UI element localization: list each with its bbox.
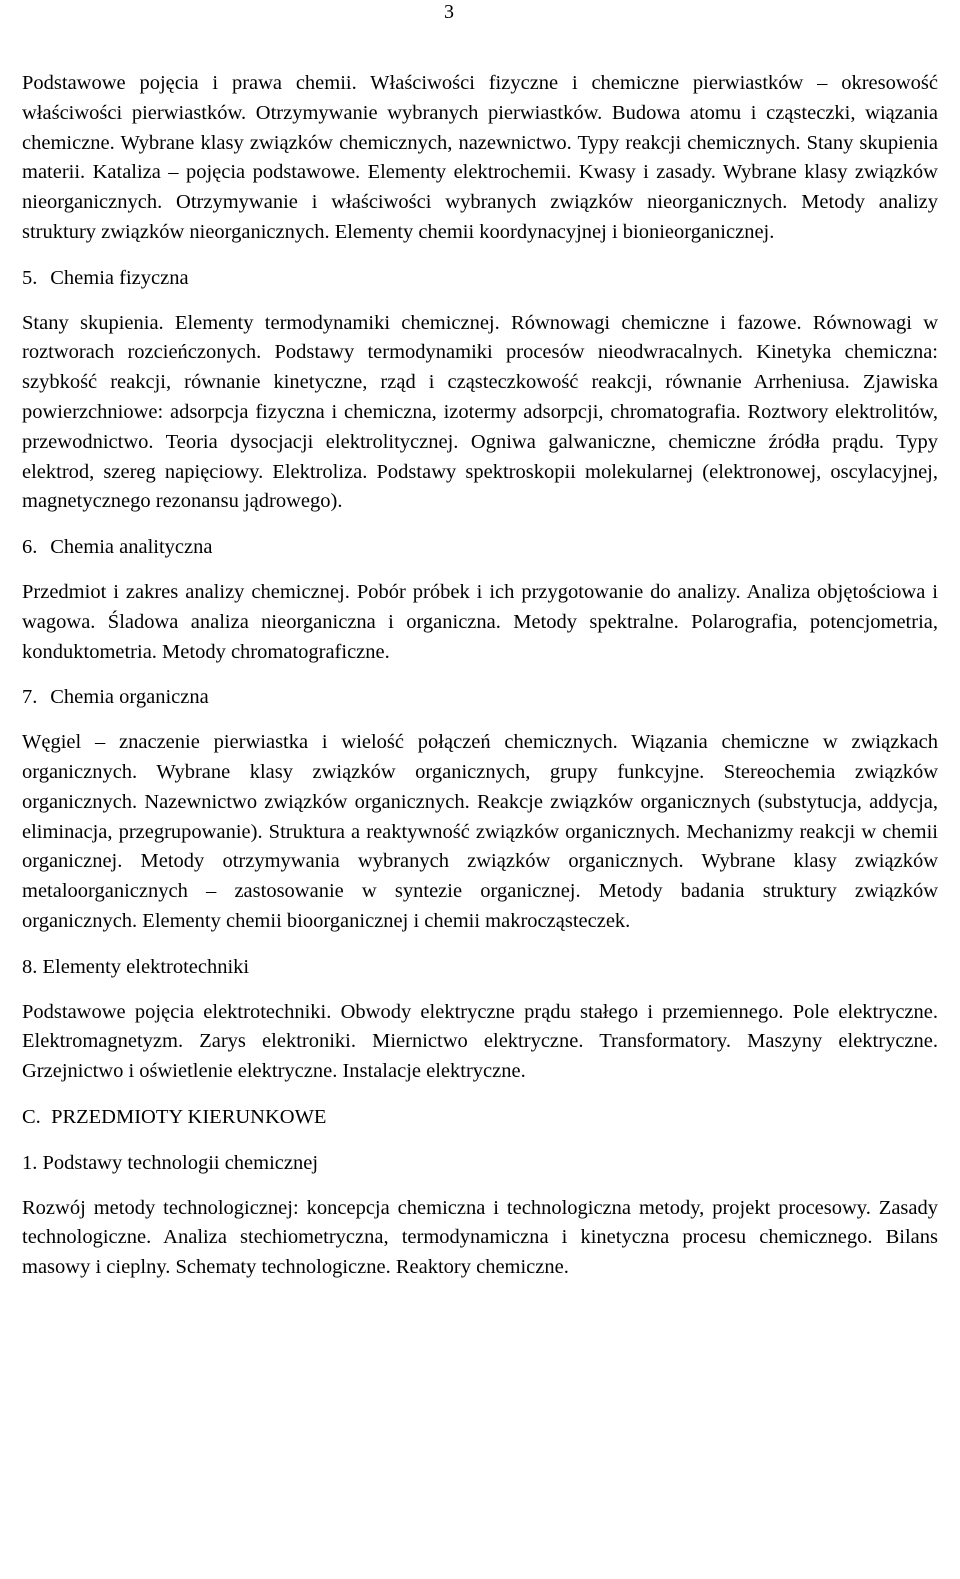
section-title: Chemia fizyczna [50,266,189,289]
section-number: 6. [22,536,38,559]
section-paragraph-elementy-elektrotechniki: Podstawowe pojęcia elektrotechniki. Obwody elektryczne prądu stałego i przemiennego. Pole elektryczne. Elektromagnetyzm. Zarys elektroniki. Miernictwo elektryczne. Transformatory. Maszyny elektryczne. Grzejnictwo i oświetlenie elektryczne. Instalacje elektryczne. [22,1000,938,1083]
section-heading-chemia-analityczna [22,533,938,563]
intro-paragraph: Podstawowe pojęcia i prawa chemii. Właściwości fizyczne i chemiczne pierwiastków – okresowość właściwości pierwiastków. Otrzymywanie wybranych pierwiastków. Budowa atomu i cząsteczki, wiązania chemiczne. Wybrane klasy związków chemicznych, nazewnictwo. Typy reakcji chemicznych. Stany skupienia materii. Kataliza – pojęcia podstawowe. Elementy elektrochemii. Kwasy i zasady. Wybrane klasy związków nieorganicznych. Otrzymywanie i właściwości wybranych związków nieorganicznych. Metody analizy struktury związków nieorganicznych. Elementy chemii koordynacyjnej i bionieorganicznej. [22,72,938,243]
section-heading-podstawy-technologii: 1. Podstawy technologii chemicznej [22,1151,319,1174]
section-number: C. [22,1105,41,1128]
section-number: 7. [22,686,38,709]
section-heading-chemia-organiczna [22,683,938,713]
section-title: Chemia analityczna [50,536,213,559]
section-number: 5. [22,266,38,289]
section-heading-chemia-fizyczna [22,264,938,294]
document-body [22,69,938,1283]
section-paragraph-chemia-analityczna: Przedmiot i zakres analizy chemicznej. Pobór próbek i ich przygotowanie do analizy. Analiza objętościowa i wagowa. Śladowa analiza nieorganiczna i organiczna. Metody spektralne. Polarografia, potencjometria, konduktometria. Metody chromatograficzne. [22,580,938,663]
section-paragraph-chemia-organiczna: Węgiel – znaczenie pierwiastka i wielość połączeń chemicznych. Wiązania chemiczne w związkach organicznych. Wybrane klasy związków organicznych, grupy funkcyjne. Stereochemia związków organicznych. Nazewnictwo związków organicznych. Reakcje związków organicznych (substytucja, addycja, eliminacja, przegrupowanie). Struktura a reaktywność związków organicznych. Mechanizmy reakcji w chemii organicznej. Metody otrzymywania wybranych związków organicznych. Wybrane klasy związków metaloorganicznych – zastosowanie w syntezie organicznej. Metody badania struktury związków organicznych. Elementy chemii bioorganicznej i chemii makrocząsteczek. [22,731,938,932]
section-title: Chemia organiczna [50,686,209,709]
section-title: PRZEDMIOTY KIERUNKOWE [51,1105,327,1128]
page-number: 3 [444,1,454,23]
section-paragraph-podstawy-technologii: Rozwój metody technologicznej: koncepcja chemiczna i technologiczna metody, projekt procesowy. Zasady technologiczne. Analiza stechiometryczna, termodynamiczna i kinetyczna procesu chemicznego. Bilans masowy i cieplny. Schematy technologiczne. Reaktory chemiczne. [22,1196,938,1279]
section-heading-przedmioty-kierunkowe [22,1103,938,1133]
section-paragraph-chemia-fizyczna: Stany skupienia. Elementy termodynamiki chemicznej. Równowagi chemiczne i fazowe. Równowagi w roztworach rozcieńczonych. Podstawy termodynamiki procesów nieodwracalnych. Kinetyka chemiczna: szybkość reakcji, równanie kinetyczne, rząd i cząsteczkowość reakcji, równanie Arrheniusa. Zjawiska powierzchniowe: adsorpcja fizyczna i chemiczna, izotermy adsorpcji, chromatografia. Roztwory elektrolitów, przewodnictwo. Teoria dysocjacji elektrolitycznej. Ogniwa galwaniczne, chemiczne źródła prądu. Typy elektrod, szereg napięciowy. Elektroliza. Podstawy spektroskopii molekularnej (elektronowej, oscylacyjnej, magnetycznego rezonansu jądrowego). [22,311,938,513]
section-heading-elementy-elektrotechniki: 8. Elementy elektrotechniki [22,955,250,978]
